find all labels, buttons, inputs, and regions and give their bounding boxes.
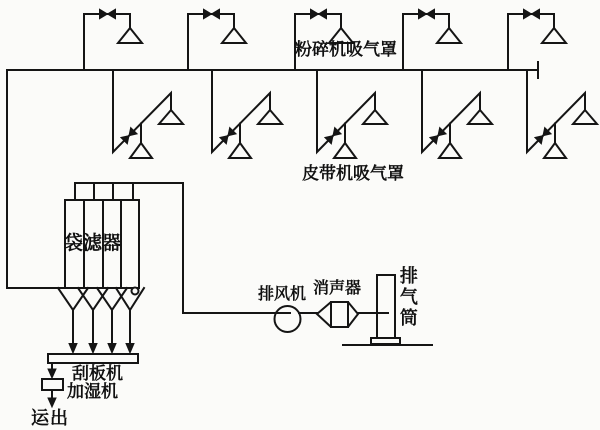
exhaust-stack-label: 排气筒 (396, 266, 418, 329)
exhaust-fan-label: 排风机 (258, 284, 307, 303)
belt-hood-branch-2 (212, 70, 282, 158)
crusher-branch-1 (84, 9, 142, 70)
hopper-discharge-lines (73, 310, 130, 345)
belt-hoods-label: 皮带机吸气罩 (302, 164, 404, 184)
crusher-branch-4 (403, 9, 461, 70)
exhaust-stack-base (371, 338, 400, 344)
belt-hood-branch-4 (422, 70, 492, 158)
filter-header (75, 183, 133, 200)
belt-hood-branch-1 (113, 70, 183, 158)
exhaust-fan-icon (275, 306, 301, 332)
transport-out-label: 运出 (31, 408, 69, 429)
humidifier-label: 加湿机 (67, 382, 118, 402)
scraper-conveyor-label: 刮板机 (72, 364, 123, 384)
filter-inlet-duct (7, 70, 65, 288)
filter-header-dividers (94, 183, 113, 200)
rotary-valve-icon (132, 288, 139, 295)
exhaust-stack-body (377, 275, 395, 338)
discharge-arrowhead-1 (48, 369, 56, 378)
crusher-branch-2 (188, 9, 246, 70)
bag-filter-label: 袋滤器 (64, 232, 122, 254)
discharge-arrowhead-2 (48, 398, 56, 407)
crusher-hoods-label: 粉碎机吸气罩 (295, 40, 397, 60)
bag-filter-symbol (58, 183, 144, 353)
crusher-branch-5 (508, 9, 566, 70)
silencer-icon (317, 302, 358, 327)
silencer-label: 消声器 (313, 278, 362, 297)
scraper-conveyor-box (48, 354, 138, 363)
belt-hood-branch-3 (317, 70, 387, 158)
humidifier-box (42, 379, 63, 390)
hopper-discharge-arrowheads (69, 344, 134, 354)
belt-hood-branch-5 (527, 70, 597, 158)
